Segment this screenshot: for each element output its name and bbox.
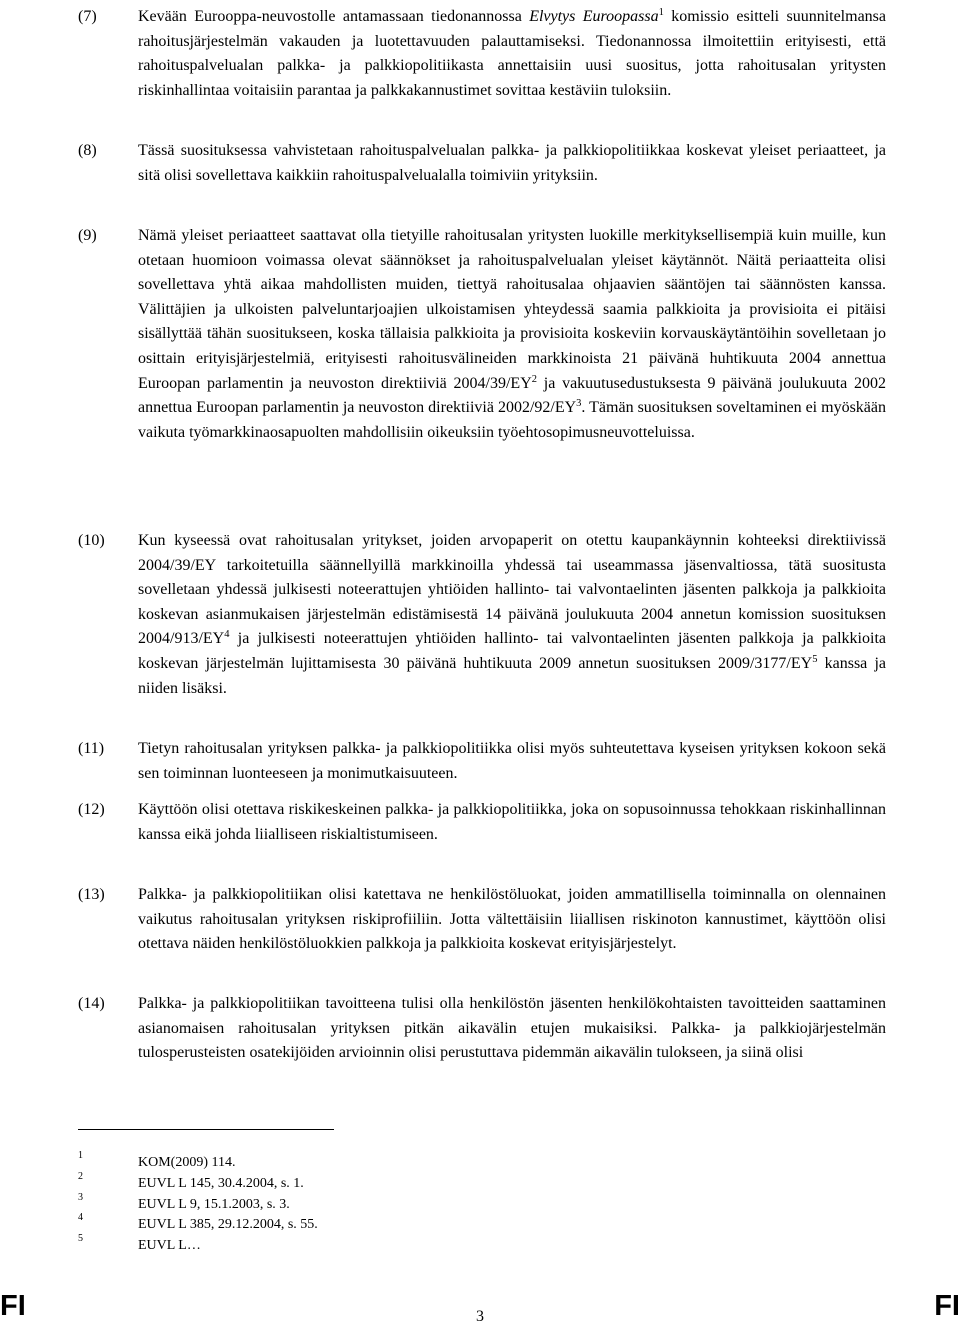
recital-number: (12) [78,801,105,818]
recital-text-part: kanssa ja niiden lisäksi. [138,654,886,697]
footer-language-left: FI [0,1290,26,1322]
footnote-ref: 2 [531,373,537,385]
footnote-4 [78,1214,478,1235]
recital-number: (11) [78,740,105,757]
recital-7 [78,5,886,103]
footnote-number: 2 [78,1171,83,1182]
recital-text [138,529,886,701]
footnote-text: EUVL L… [138,1238,201,1253]
recital-text: Tietyn rahoitusalan yrityksen palkka- ja palkkiopolitiikka olisi myös suhteutettava kyseisen yrityksen kokoon sekä sen toiminnan luonteeseen ja monimutkaisuuteen. [138,740,886,782]
footnote-5 [78,1235,478,1256]
footnote-text: EUVL L 385, 29.12.2004, s. 55. [138,1217,318,1232]
recital-text-part: ja julkisesti noteerattujen yhtiöiden hallinto- tai valvontaelinten jäsenten palkkoja ja palkkioita koskevan järjestelmän lujittamisesta 30 päivänä huhtikuuta 2009 annetun suosituksen 2009/3177/EY [138,630,886,672]
recital-text: Käyttöön olisi otettava riskikeskeinen palkka- ja palkkiopolitiikka, joka on sopusoinnussa tehokkaan riskinhallinnan kanssa eikä johda liialliseen riskialtistumiseen. [138,801,886,843]
recital-13 [78,883,886,957]
recital-number: (9) [78,227,97,244]
footnote-number: 4 [78,1212,83,1223]
recital-12 [78,798,886,847]
page-number: 3 [476,1308,484,1325]
recital-number: (10) [78,532,105,549]
recital-number: (8) [78,142,97,159]
footnote-3 [78,1194,478,1215]
recital-text-part: Nämä yleiset periaatteet saattavat olla tietyille rahoitusalan yritysten luokille merkityksellisempiä kuin muille, kun otetaan huomioon voimassa olevat säännökset ja rahoituspalvelualan yleiset käytännöt. Näitä periaatteita olisi sovellettava yhtä aikaa mahdollisten muiden, tiettyä rahoitusalaa ohjaavien sääntöjen tai säännösten kanssa. Välittäjien ja ulkoisten palveluntarjoajien ulkoistamisen yhteydessä saamia palkkioita ja provisioita ei pitäisi sisällyttää tähän suositukseen, koska tällaisia palkkioita ja provisioita koskeviin korvauskäytäntöihin sovelletaan jo osittain erityisjärjestelmiä, erityisesti rahoitusvälineiden markkinoista 21 päivänä huhtikuuta 2004 annettua Euroopan parlamentin ja neuvoston direktiiviä 2004/39/EY [138,227,886,392]
recital-text-part: Kevään Eurooppa-neuvostolle antamassaan tiedonannossa [138,8,530,25]
recital-text [138,224,886,445]
recital-number: (7) [78,8,97,25]
recital-number: (14) [78,995,105,1012]
recital-text-part: komissio esitteli suunnitelmansa rahoitusjärjestelmän vakauden ja luotettavuuden palauttamiseksi. Tiedonannossa ilmoitettiin erityisesti, että rahoituspalvelualan palkka- ja palkkiopolitiikasta annettaisiin uusi suositus, jotta rahoitusalan yritysten riskinhallintaa voitaisiin parantaa ja palkkakannustimet sovittaa kestäviin tuloksiin. [138,8,887,99]
recital-text-part: . Tämän suosituksen soveltaminen ei myöskään vaikuta työmarkkinaosapuolten mahdollisiin oikeuksiin työehtosopimusneuvotteluissa. [138,399,887,441]
footnote-ref: 3 [576,398,582,410]
recital-14 [78,992,886,1066]
recital-9 [78,224,886,445]
recital-text-part: Kun kyseessä ovat rahoitusalan yritykset, joiden arvopaperit on otettu kaupankäynnin kohteeksi direktiivissä 2004/39/EY tarkoitetuilla säännellyillä markkinoilla yhdessä tai useammassa jäsenvaltiossa, tätä suositusta sovelletaan yhdessä julkisesti noteerattujen yhtiöiden hallinto- tai valvontaelinten jäsenten palkkoja ja palkkioita koskevan asianmukaisen järjestelmän edistämisestä 14 päivänä joulukuuta 2004 annetun komission suosituksen 2004/913/EY [138,532,886,648]
footnote-number: 3 [78,1192,83,1203]
footnote-text: EUVL L 9, 15.1.2003, s. 3. [138,1197,290,1212]
recital-text: Palkka- ja palkkiopolitiikan olisi katettava ne henkilöstöluokat, joiden ammatillisella toiminnalla on olennainen vaikutus rahoitusalan yrityksen riskiprofiiliin. Jotta vältettäisiin liiallisen riskinoton kannustimet, käyttöön olisi otettava näiden henkilöstöluokkien palkkoja ja palkkioita koskevat erityisjärjestelyt. [138,886,886,953]
recital-text [138,5,886,103]
footnote-number: 1 [78,1150,83,1161]
footnote-2 [78,1173,478,1194]
recital-text-part: ja vakuutusedustuksesta 9 päivänä joulukuuta 2002 annettua Euroopan parlamentin ja neuvoston direktiiviä 2002/92/EY [138,374,886,417]
recital-text: Tässä suosituksessa vahvistetaan rahoituspalvelualan palkka- ja palkkiopolitiikkaa koskevat yleiset periaatteet, ja sitä olisi sovellettava kaikkiin rahoituspalvelualalla toimiviin yrityksiin. [138,142,886,184]
recital-11 [78,737,886,786]
recital-number: (13) [78,886,105,903]
communication-title: Elvytys Euroopassa [529,8,659,25]
footnote-number: 5 [78,1233,83,1244]
footnote-ref: 4 [224,629,230,641]
footnote-text: KOM(2009) 114. [138,1155,236,1170]
recital-text: Palkka- ja palkkiopolitiikan tavoitteena tulisi olla henkilöstön jäsenten henkilökohtaisten tavoitteiden saattaminen asianomaisen rahoitusalan yrityksen pitkän aikavälin etujen mukaisiksi. Palkka- ja palkkiojärjestelmän tulosperusteisten osatekijöiden arvioinnin olisi perustuttava pidemmän aikavälin tulokseen, ja siinä olisi [138,995,886,1062]
footnote-text: EUVL L 145, 30.4.2004, s. 1. [138,1176,304,1191]
footer-language-right: FI [934,1290,960,1322]
footnote-ref: 1 [658,7,664,18]
recital-8 [78,139,886,188]
footnote-separator [78,1129,334,1130]
recital-10 [78,529,886,701]
footnote-1 [78,1152,478,1173]
footnote-ref: 5 [812,653,818,665]
